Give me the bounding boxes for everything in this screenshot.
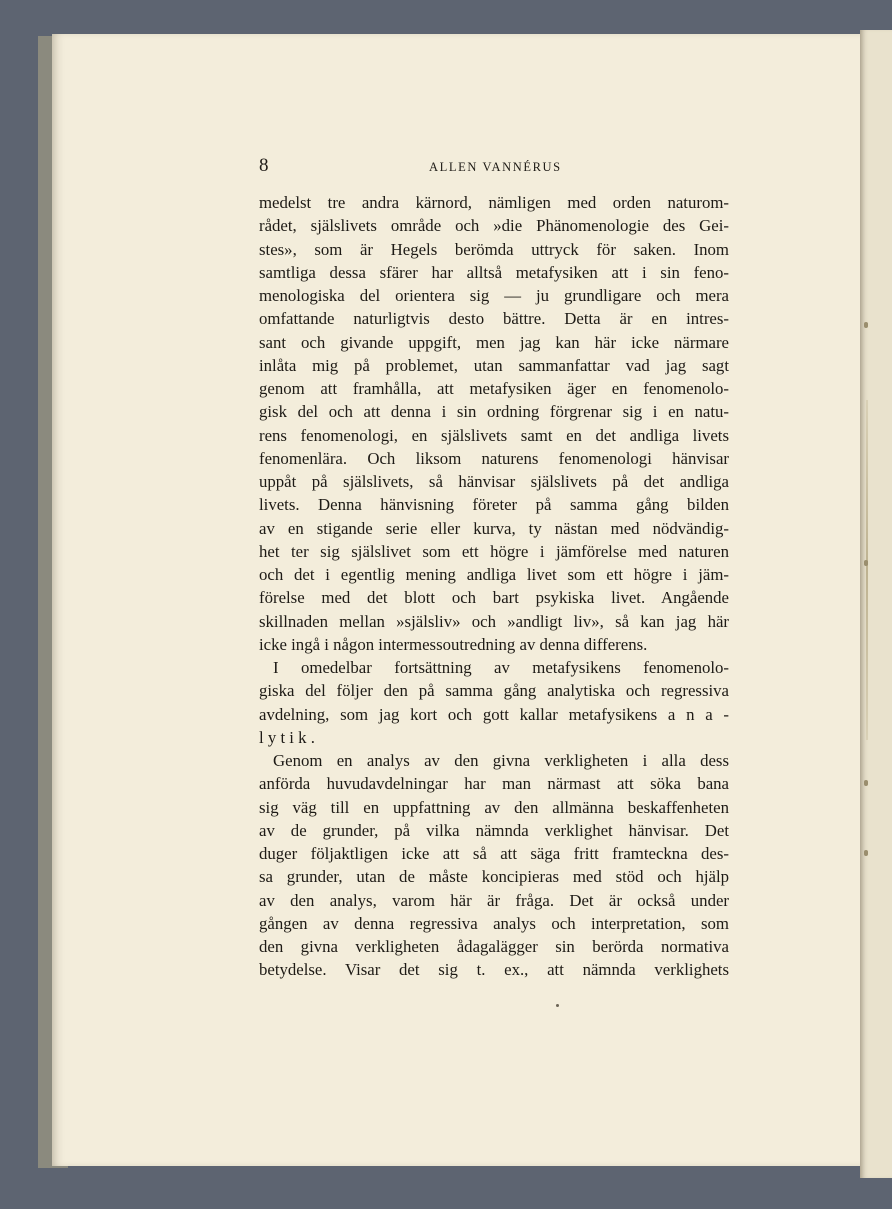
- text-line: icke ingå i någon intermessoutredning av denna differens.: [259, 634, 648, 654]
- page-header: [259, 155, 729, 185]
- text-line: gången av denna regressiva analys och interpretation, som: [259, 913, 729, 933]
- text-line: l y t i k .: [259, 727, 315, 747]
- text-line: förelse med det blott och bart psykiska livet. Angående: [259, 588, 729, 608]
- binding-stitch: [864, 322, 868, 328]
- text-line: och det i egentlig mening andliga livet som ett högre i jäm-: [259, 565, 729, 584]
- text-line: sant och givande uppgift, men jag kan här icke närmare: [259, 332, 729, 352]
- text-line: gisk del och att denna i sin ordning förgrenar sig i en natu-: [259, 402, 729, 422]
- body-text: [259, 191, 729, 982]
- text-line: het ter sig själslivet som ett högre i jämförelse med naturen: [259, 541, 729, 561]
- text-line: av den analys, varom här är fråga. Det är också under: [259, 890, 729, 910]
- text-line: avdelning, som jag kort och gott kallar metafysikens a n a -: [259, 704, 729, 724]
- facing-page-edge: [860, 30, 892, 1178]
- text-line: av en stigande serie eller kurva, ty nästan med nödvändig-: [259, 518, 729, 538]
- text-line: anförda huvudavdelningar har man närmast att söka bana: [259, 774, 729, 794]
- text-line: Genom en analys av den givna verkligheten i alla dess: [273, 751, 729, 770]
- text-line: genom att framhålla, att metafysiken äger en fenomenolo-: [259, 379, 729, 398]
- text-line: rådet, själslivets område och »die Phänomenologie des Gei-: [259, 216, 729, 236]
- running-title: ALLEN VANNÉRUS: [429, 160, 562, 174]
- text-line: samtliga dessa sfärer har alltså metafysiken att i sin feno-: [259, 262, 729, 282]
- text-line: betydelse. Visar det sig t. ex., att nämnda verklighets: [259, 960, 729, 980]
- text-line: giska del följer den på samma gång analytiska och regressiva: [259, 681, 729, 701]
- text-line: menologiska del orientera sig — ju grundligare och mera: [259, 286, 729, 305]
- paper-speck: [556, 1004, 559, 1007]
- text-line: skillnaden mellan »själsliv» och »andligt liv», så kan jag här: [259, 611, 729, 631]
- text-line: livets. Denna hänvisning företer på samma gång bilden: [259, 495, 729, 515]
- text-line: sig väg till en uppfattning av den allmänna beskaffenheten: [259, 797, 729, 817]
- binding-stitch: [864, 850, 868, 856]
- text-line: duger följaktligen icke att så att säga fritt framteckna des-: [259, 844, 729, 863]
- text-line: sa grunder, utan de måste koncipieras med stöd och hjälp: [259, 867, 729, 887]
- binding-stitch: [864, 780, 868, 786]
- text-line: inlåta mig på problemet, utan sammanfattar vad jag sagt: [259, 355, 729, 375]
- text-line: stes», som är Hegels berömda uttryck för saken. Inom: [259, 239, 729, 259]
- text-line: den givna verkligheten ådagalägger sin berörda normativa: [259, 937, 729, 956]
- page-number: 8: [259, 155, 269, 176]
- text-line: rens fenomenologi, en själslivets samt en det andliga livets: [259, 425, 729, 445]
- text-line: I omedelbar fortsättning av metafysikens fenomenolo-: [273, 658, 729, 677]
- text-line: medelst tre andra kärnord, nämligen med orden naturom-: [259, 193, 729, 212]
- binding-stitch: [864, 560, 868, 566]
- text-line: fenomenlära. Och liksom naturens fenomenologi hänvisar: [259, 448, 729, 468]
- text-line: uppåt på själslivets, så hänvisar själslivets på det andliga: [259, 472, 729, 491]
- text-line: omfattande naturligtvis desto bättre. Detta är en intres-: [259, 309, 729, 329]
- text-line: av de grunder, på vilka nämnda verklighet hänvisar. Det: [259, 820, 729, 840]
- binding-thread: [866, 400, 868, 740]
